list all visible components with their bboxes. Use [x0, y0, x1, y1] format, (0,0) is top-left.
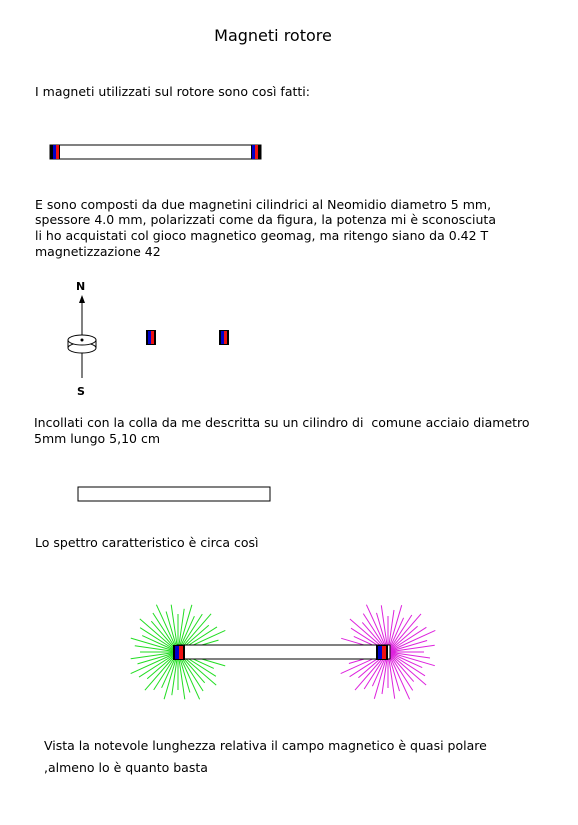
field-line: [388, 652, 410, 699]
small-magnet-2: [219, 330, 229, 345]
field-line: [139, 652, 178, 677]
conclusion-line-1: Vista la notevole lunghezza relativa il campo magnetico è quasi polare: [44, 738, 487, 753]
field-line: [147, 652, 178, 679]
field-line: [178, 627, 217, 652]
field-line: [354, 636, 388, 652]
field-line: [349, 652, 388, 664]
field-line: [388, 652, 430, 658]
spectrum-rod: [177, 645, 390, 659]
steel-cylinder: [78, 487, 270, 501]
field-line: [388, 652, 435, 666]
spectrum-magnet-left: [173, 645, 185, 660]
field-line: [178, 616, 194, 652]
field-line: [178, 609, 184, 652]
field-line: [178, 652, 203, 691]
field-line: [142, 636, 178, 652]
field-line: [377, 613, 389, 652]
field-line: [355, 652, 388, 690]
field-line: [140, 619, 178, 652]
field-line: [388, 652, 422, 668]
field-line: [153, 613, 178, 652]
field-line: [374, 652, 388, 699]
field-line: [131, 652, 178, 659]
field-line: [388, 615, 412, 652]
field-line: [131, 652, 178, 674]
field-line: [156, 605, 178, 652]
south-label: S: [77, 385, 85, 398]
field-line: [178, 652, 200, 699]
field-line: [178, 652, 221, 658]
field-line: [382, 652, 388, 694]
field-line: [171, 605, 178, 652]
rod-magnet-left: [50, 145, 60, 159]
field-line: [178, 652, 216, 676]
description-line-1: E sono composti da due magnetini cilindrici al Neomidio diametro 5 mm,: [35, 197, 492, 212]
field-line: [151, 621, 178, 652]
field-line: [135, 646, 178, 652]
field-line: [388, 652, 425, 676]
field-line: [358, 652, 388, 678]
north-label: N: [76, 280, 86, 293]
cylinder-magnet-icon: [68, 335, 96, 353]
field-line: [178, 652, 185, 699]
field-line: [388, 652, 426, 685]
field-line: [178, 652, 190, 693]
field-line: [131, 638, 178, 652]
field-line: [178, 652, 214, 668]
field-line: [178, 640, 219, 652]
field-line: [138, 652, 179, 664]
field-line: [388, 627, 426, 652]
field-line: [388, 652, 395, 699]
field-line: [178, 614, 211, 652]
glue-line-2: 5mm lungo 5,10 cm: [34, 431, 161, 446]
field-line: [372, 652, 388, 686]
rod-magnet-right: [251, 145, 261, 159]
field-line: [388, 630, 435, 652]
field-line: [381, 605, 388, 652]
field-line: [364, 652, 388, 689]
field-line: [166, 612, 178, 653]
field-line: [351, 628, 388, 652]
spectrum-magnet-right: [376, 645, 388, 660]
field-line: [363, 614, 388, 652]
field-line: [178, 625, 209, 652]
north-arrow: [79, 295, 85, 335]
field-line: [178, 645, 225, 652]
field-line: [164, 652, 178, 699]
field-line: [388, 645, 435, 652]
field-line: [346, 646, 388, 652]
field-line: [388, 614, 421, 652]
field-line: [145, 652, 178, 690]
field-line: [388, 618, 404, 652]
spectrum-caption: Lo spettro caratteristico è circa così: [35, 535, 259, 550]
field-line: [388, 652, 413, 690]
field-line: [388, 652, 400, 691]
field-line: [350, 619, 388, 652]
field-line: [341, 652, 388, 659]
field-line: [178, 652, 216, 685]
field-line: [366, 605, 388, 652]
rotor-rod: [50, 145, 261, 159]
field-line: [388, 641, 427, 653]
field-line: [388, 605, 402, 652]
small-magnet-1: [146, 330, 156, 345]
field-line: [362, 622, 388, 652]
field-line: [178, 652, 225, 666]
field-line: [178, 652, 205, 683]
glue-line-1: Incollati con la colla da me descritta su un cilindro di comune acciaio diametro: [34, 415, 530, 430]
description-line-4: magnetizzazione 42: [35, 244, 161, 259]
field-line: [388, 652, 414, 682]
field-line: [341, 638, 388, 652]
intro-text: I magneti utilizzati sul rotore sono così fatti:: [35, 84, 310, 99]
field-line: [178, 605, 192, 652]
field-line: [388, 610, 394, 652]
field-line: [162, 652, 178, 688]
field-lines-right: [341, 605, 436, 700]
description-line-3: li ho acquistati col gioco magnetico geomag, ma ritengo siano da 0.42 T: [35, 228, 489, 243]
field-lines-left: [131, 605, 226, 700]
field-line: [388, 626, 418, 652]
field-line: [154, 652, 178, 690]
field-line: [140, 628, 178, 652]
field-line: [178, 614, 202, 652]
description-line-2: spessore 4.0 mm, polarizzati come da figura, la potenza mi è sconosciuta: [35, 212, 496, 227]
page-title: Magneti rotore: [214, 26, 332, 45]
field-line: [178, 630, 225, 652]
field-line: [341, 652, 388, 674]
field-line: [172, 652, 178, 695]
field-line: [350, 652, 388, 677]
conclusion-line-2: ,almeno lo è quanto basta: [44, 760, 208, 775]
